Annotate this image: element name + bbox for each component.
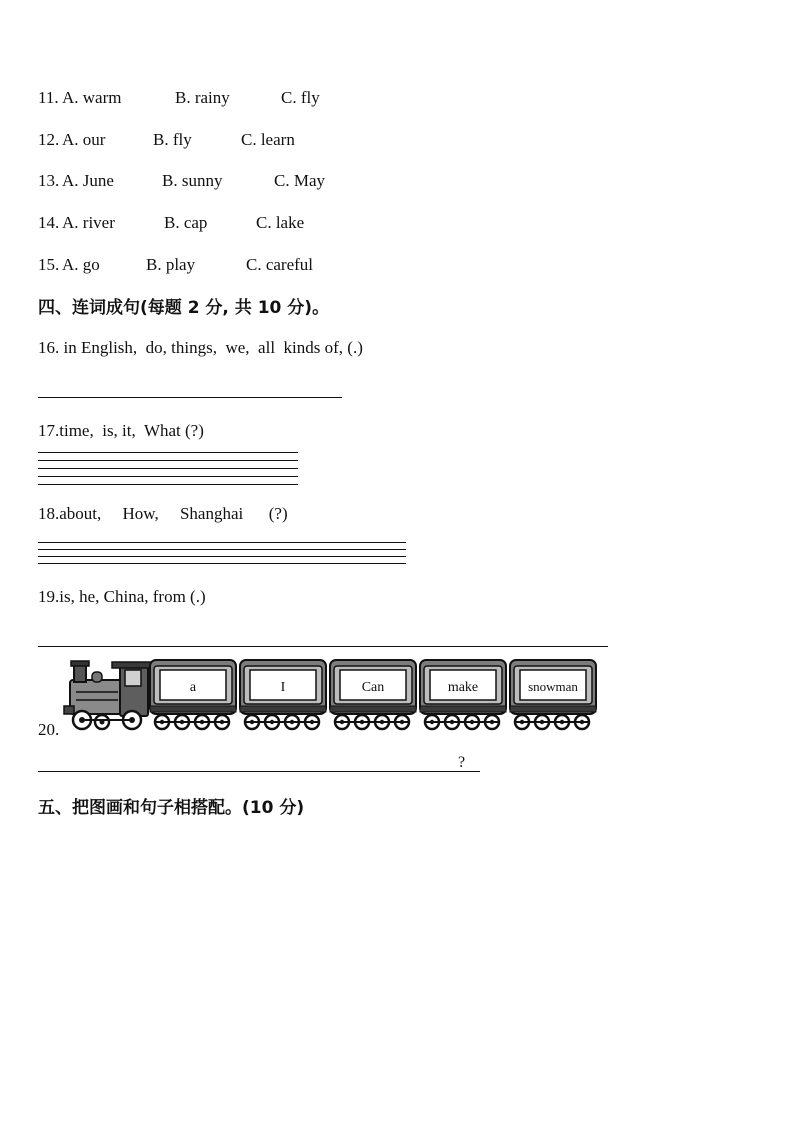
- question-number: 13.: [38, 171, 60, 190]
- option-a: A. June: [62, 171, 114, 190]
- option-c: C. fly: [281, 88, 320, 107]
- question-number: 15.: [38, 255, 60, 274]
- option-c: C. careful: [246, 255, 314, 274]
- answer-line-18[interactable]: [38, 556, 406, 557]
- answer-line-17[interactable]: [38, 468, 298, 469]
- locomotive-icon: [64, 661, 152, 729]
- answer-line-18[interactable]: [38, 542, 406, 543]
- answer-line-20[interactable]: [38, 771, 480, 772]
- section-4-title: 四、连词成句(每题 2 分, 共 10 分)。: [38, 298, 330, 318]
- answer-line-18[interactable]: [38, 549, 406, 550]
- train-car: [330, 660, 416, 729]
- train-car-word: make: [447, 680, 479, 695]
- option-c: C. lake: [256, 213, 305, 232]
- train-car-word: Can: [361, 680, 385, 695]
- option-a: A. go: [62, 255, 100, 274]
- train-car-word: snowman: [528, 679, 578, 694]
- option-a: A. warm: [62, 88, 122, 107]
- section-5-title: 五、把图画和句子相搭配。(10 分): [38, 798, 305, 818]
- answer-line-19[interactable]: [38, 646, 608, 647]
- train-car: [510, 660, 596, 729]
- question-number: 12.: [38, 130, 60, 149]
- option-c: C. May: [274, 171, 325, 190]
- option-c: C. learn: [241, 130, 295, 149]
- question-18: 18.about, How, Shanghai (?): [38, 504, 288, 523]
- option-b: B. rainy: [175, 88, 230, 107]
- answer-line-18[interactable]: [38, 563, 406, 564]
- question-17: 17.time, is, it, What (?): [38, 421, 204, 440]
- option-b: B. play: [146, 255, 196, 274]
- option-a: A. our: [62, 130, 106, 149]
- answer-line-17[interactable]: [38, 484, 298, 485]
- question-number: 11.: [38, 88, 59, 107]
- option-b: B. sunny: [162, 171, 223, 190]
- question-19: 19.is, he, China, from (.): [38, 587, 206, 606]
- train-car: [420, 660, 506, 729]
- option-b: B. cap: [164, 213, 208, 232]
- train-car: [240, 660, 326, 729]
- train-car-word: I: [280, 680, 286, 695]
- question-mark: ?: [458, 754, 466, 771]
- answer-line-16[interactable]: [38, 397, 342, 398]
- option-a: A. river: [62, 213, 115, 232]
- train-illustration: [62, 658, 602, 732]
- answer-line-17[interactable]: [38, 460, 298, 461]
- question-number: 14.: [38, 213, 60, 232]
- question-16: 16. in English, do, things, we, all kinds of, (.): [38, 338, 363, 357]
- train-car-word: a: [189, 680, 197, 695]
- question-20-number: 20.: [38, 720, 60, 739]
- answer-line-17[interactable]: [38, 476, 298, 477]
- option-b: B. fly: [153, 130, 192, 149]
- train-car: [150, 660, 236, 729]
- answer-line-17[interactable]: [38, 452, 298, 453]
